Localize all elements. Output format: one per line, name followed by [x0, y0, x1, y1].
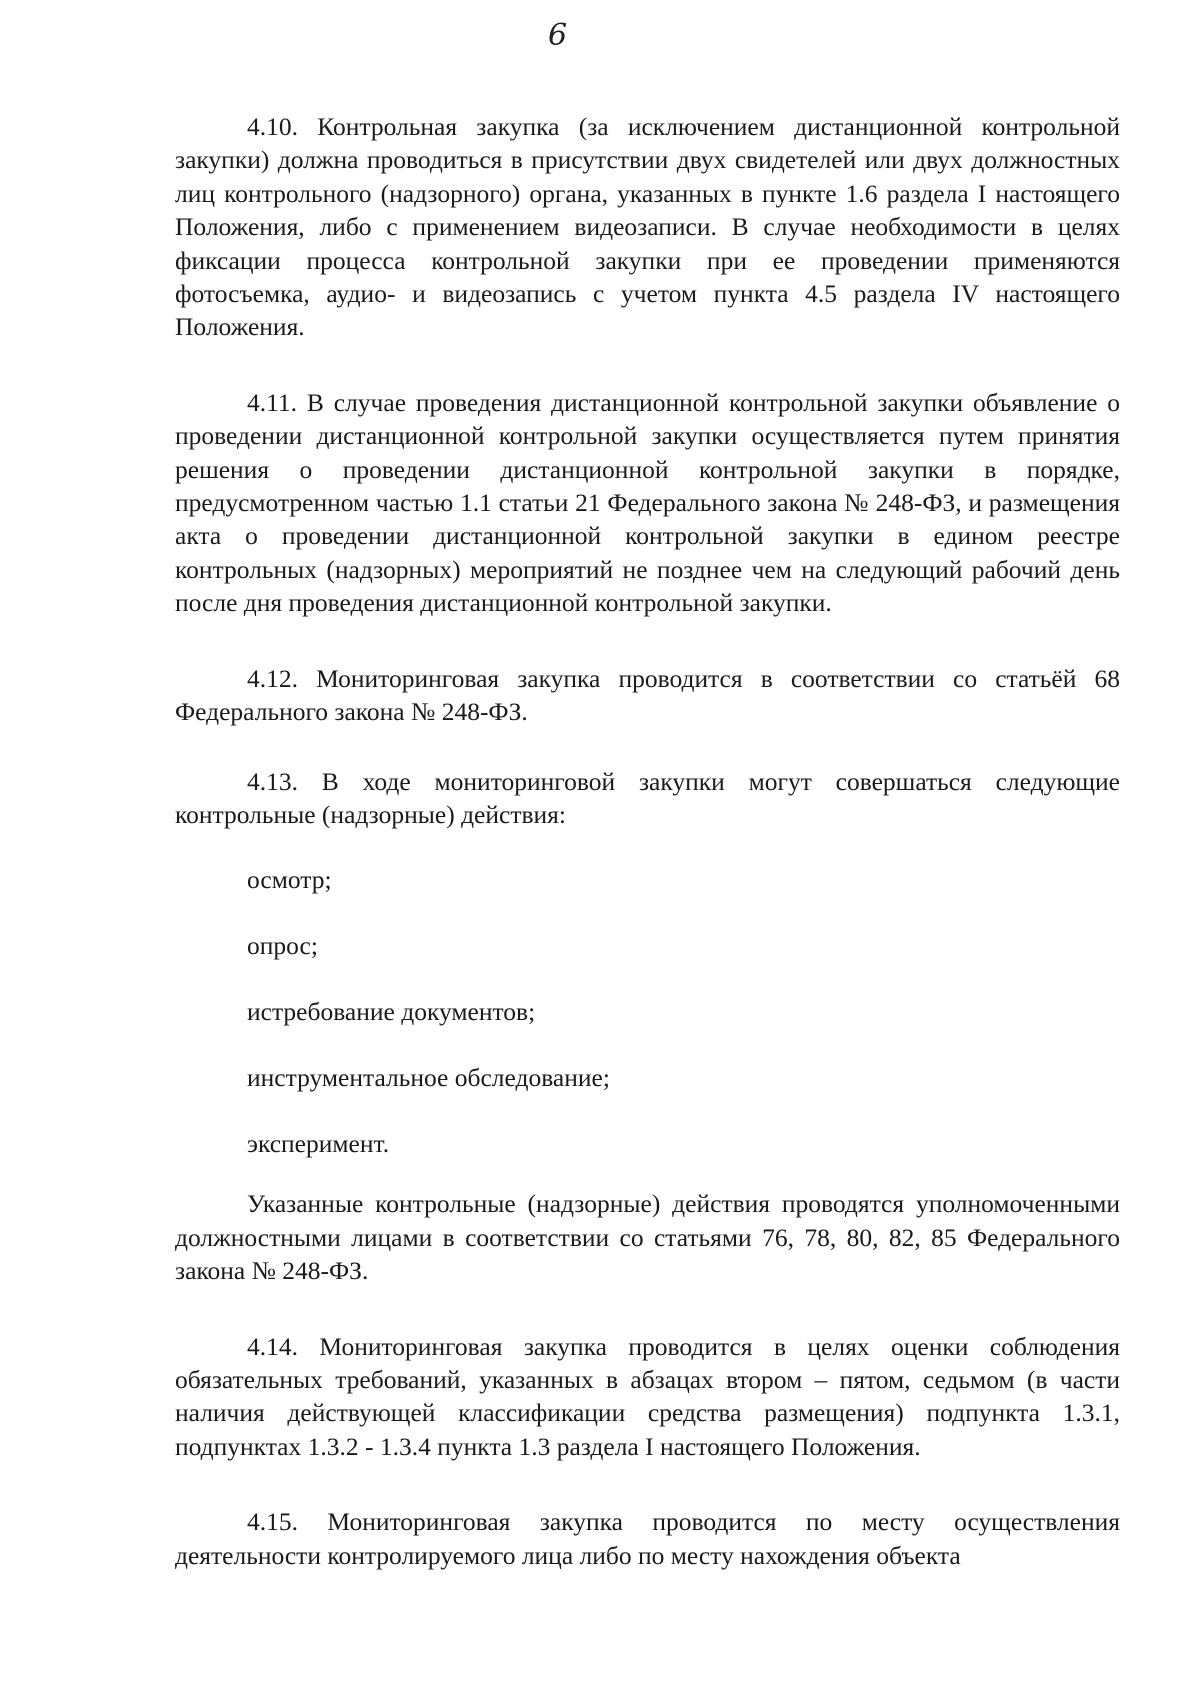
list-item: осмотр;	[247, 865, 332, 895]
document-body	[175, 110, 1120, 1572]
paragraph-4-13: 4.13. В ходе мониторинговой закупки могут совершаться следующие контрольные (надзорные) действия:	[175, 766, 1120, 829]
paragraph-4-15: 4.15. Мониторинговая закупка проводится по месту осуществления деятельности контролируемого лица либо по месту нахождения объекта	[175, 1507, 1120, 1570]
paragraph-4-11: 4.11. В случае проведения дистанционной контрольной закупки объявление о проведении дистанционной контрольной закупки осуществляется путем принятия решения о проведении дистанционной контрольной закупки в порядке, предусмотренном частью 1.1 статьи 21 Федерального закона № 248-ФЗ, и размещения акта о проведении дистанционной контрольной закупки в едином реестре контрольных (надзорных) мероприятий не позднее чем на следующий рабочий день после дня проведения дистанционной контрольной закупки.	[175, 387, 1120, 618]
list-item: истребование документов;	[247, 997, 536, 1027]
list-item: инструментальное обследование;	[247, 1063, 610, 1093]
paragraph-actions-note: Указанные контрольные (надзорные) действия проводятся уполномоченными должностными лицами в соответствии со статьями 76, 78, 80, 82, 85 Федерального закона № 248-ФЗ.	[175, 1189, 1120, 1286]
paragraph-4-10: 4.10. Контрольная закупка (за исключением дистанционной контрольной закупки) должна проводиться в присутствии двух свидетелей или двух должностных лиц контрольного (надзорного) органа, указанных в пункте 1.6 раздела I настоящего Положения, либо с применением видеозаписи. В случае необходимости в целях фиксации процесса контрольной закупки при ее проведении применяются фотосъемка, аудио- и видеозапись с учетом пункта 4.5 раздела IV настоящего Положения.	[175, 112, 1120, 342]
list-item: эксперимент.	[247, 1129, 390, 1159]
actions-list	[175, 863, 1120, 1177]
paragraph-4-14: 4.14. Мониторинговая закупка проводится в целях оценки соблюдения обязательных требований, указанных в абзацах втором – пятом, седьмом (в части наличия действующей классификации средства размещения) подпункта 1.3.1, подпунктах 1.3.2 - 1.3.4 пункта 1.3 раздела I настоящего Положения.	[175, 1331, 1120, 1461]
paragraph-4-12: 4.12. Мониторинговая закупка проводится в соответствии со статьёй 68 Федерального закона № 248-ФЗ.	[175, 663, 1120, 727]
page-number: 6	[548, 18, 568, 53]
list-item: опрос;	[247, 931, 318, 961]
